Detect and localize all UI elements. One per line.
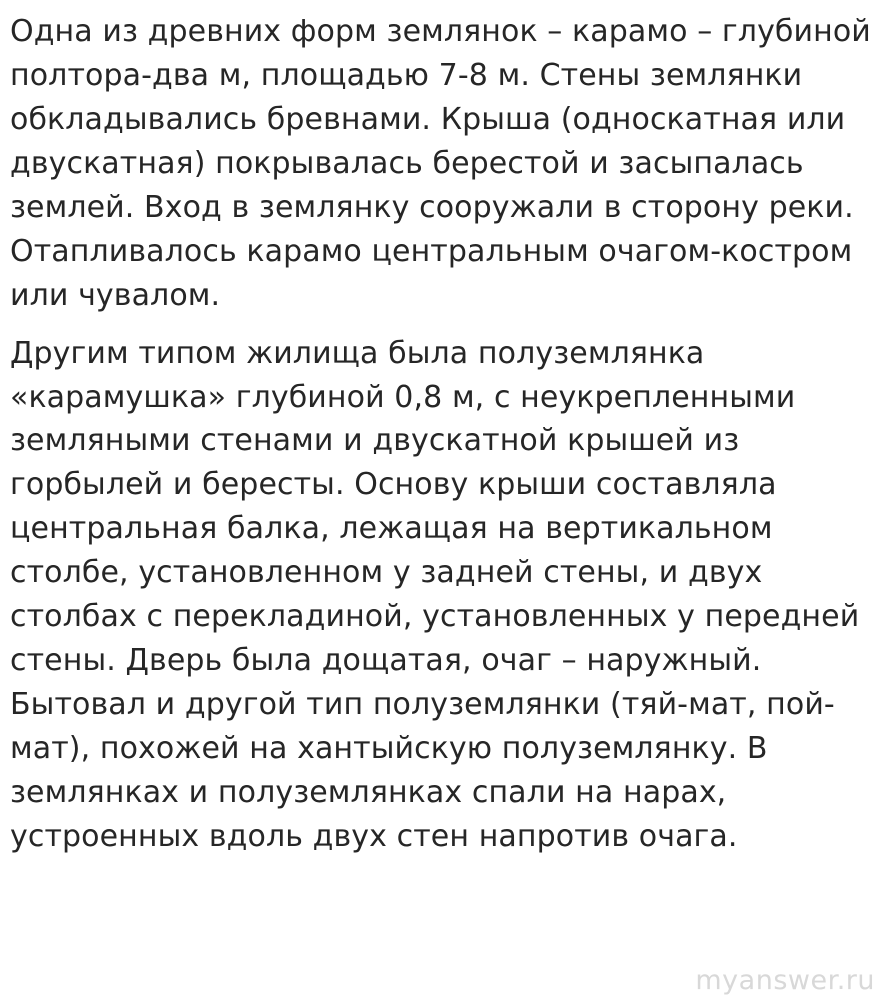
paragraph-2: Другим типом жилища была полуземлянка «карамушка» глубиной 0,8 м, с неукрепленными земляными стенами и двускатной крышей из горбылей и бересты. Основу крыши составляла центральная балка, лежащая на вертикальном столбе, установленном у задней стены, и двух столбах с перекладиной, установленных у передней стены. Дверь была дощатая, очаг – наружный. Бытовал и другой тип полуземлянки (тяй-мат, пой-мат), похожей на хантыйскую полуземлянку. В землянках и полуземлянках спали на нарах, устроенных вдоль двух стен напротив очага. (10, 335, 869, 854)
watermark: myanswer.ru (695, 965, 875, 996)
paragraph-1: Одна из древних форм землянок – карамо – глубиной полтора-два м, площадью 7-8 м. Стены землянки обкладывались бревнами. Крыша (односкатная или двускатная) покрывалась берестой и засыпалась землей. Вход в землянку сооружали в сторону реки. Отапливалось карамо центральным очагом-костром или чувалом. (10, 14, 881, 313)
